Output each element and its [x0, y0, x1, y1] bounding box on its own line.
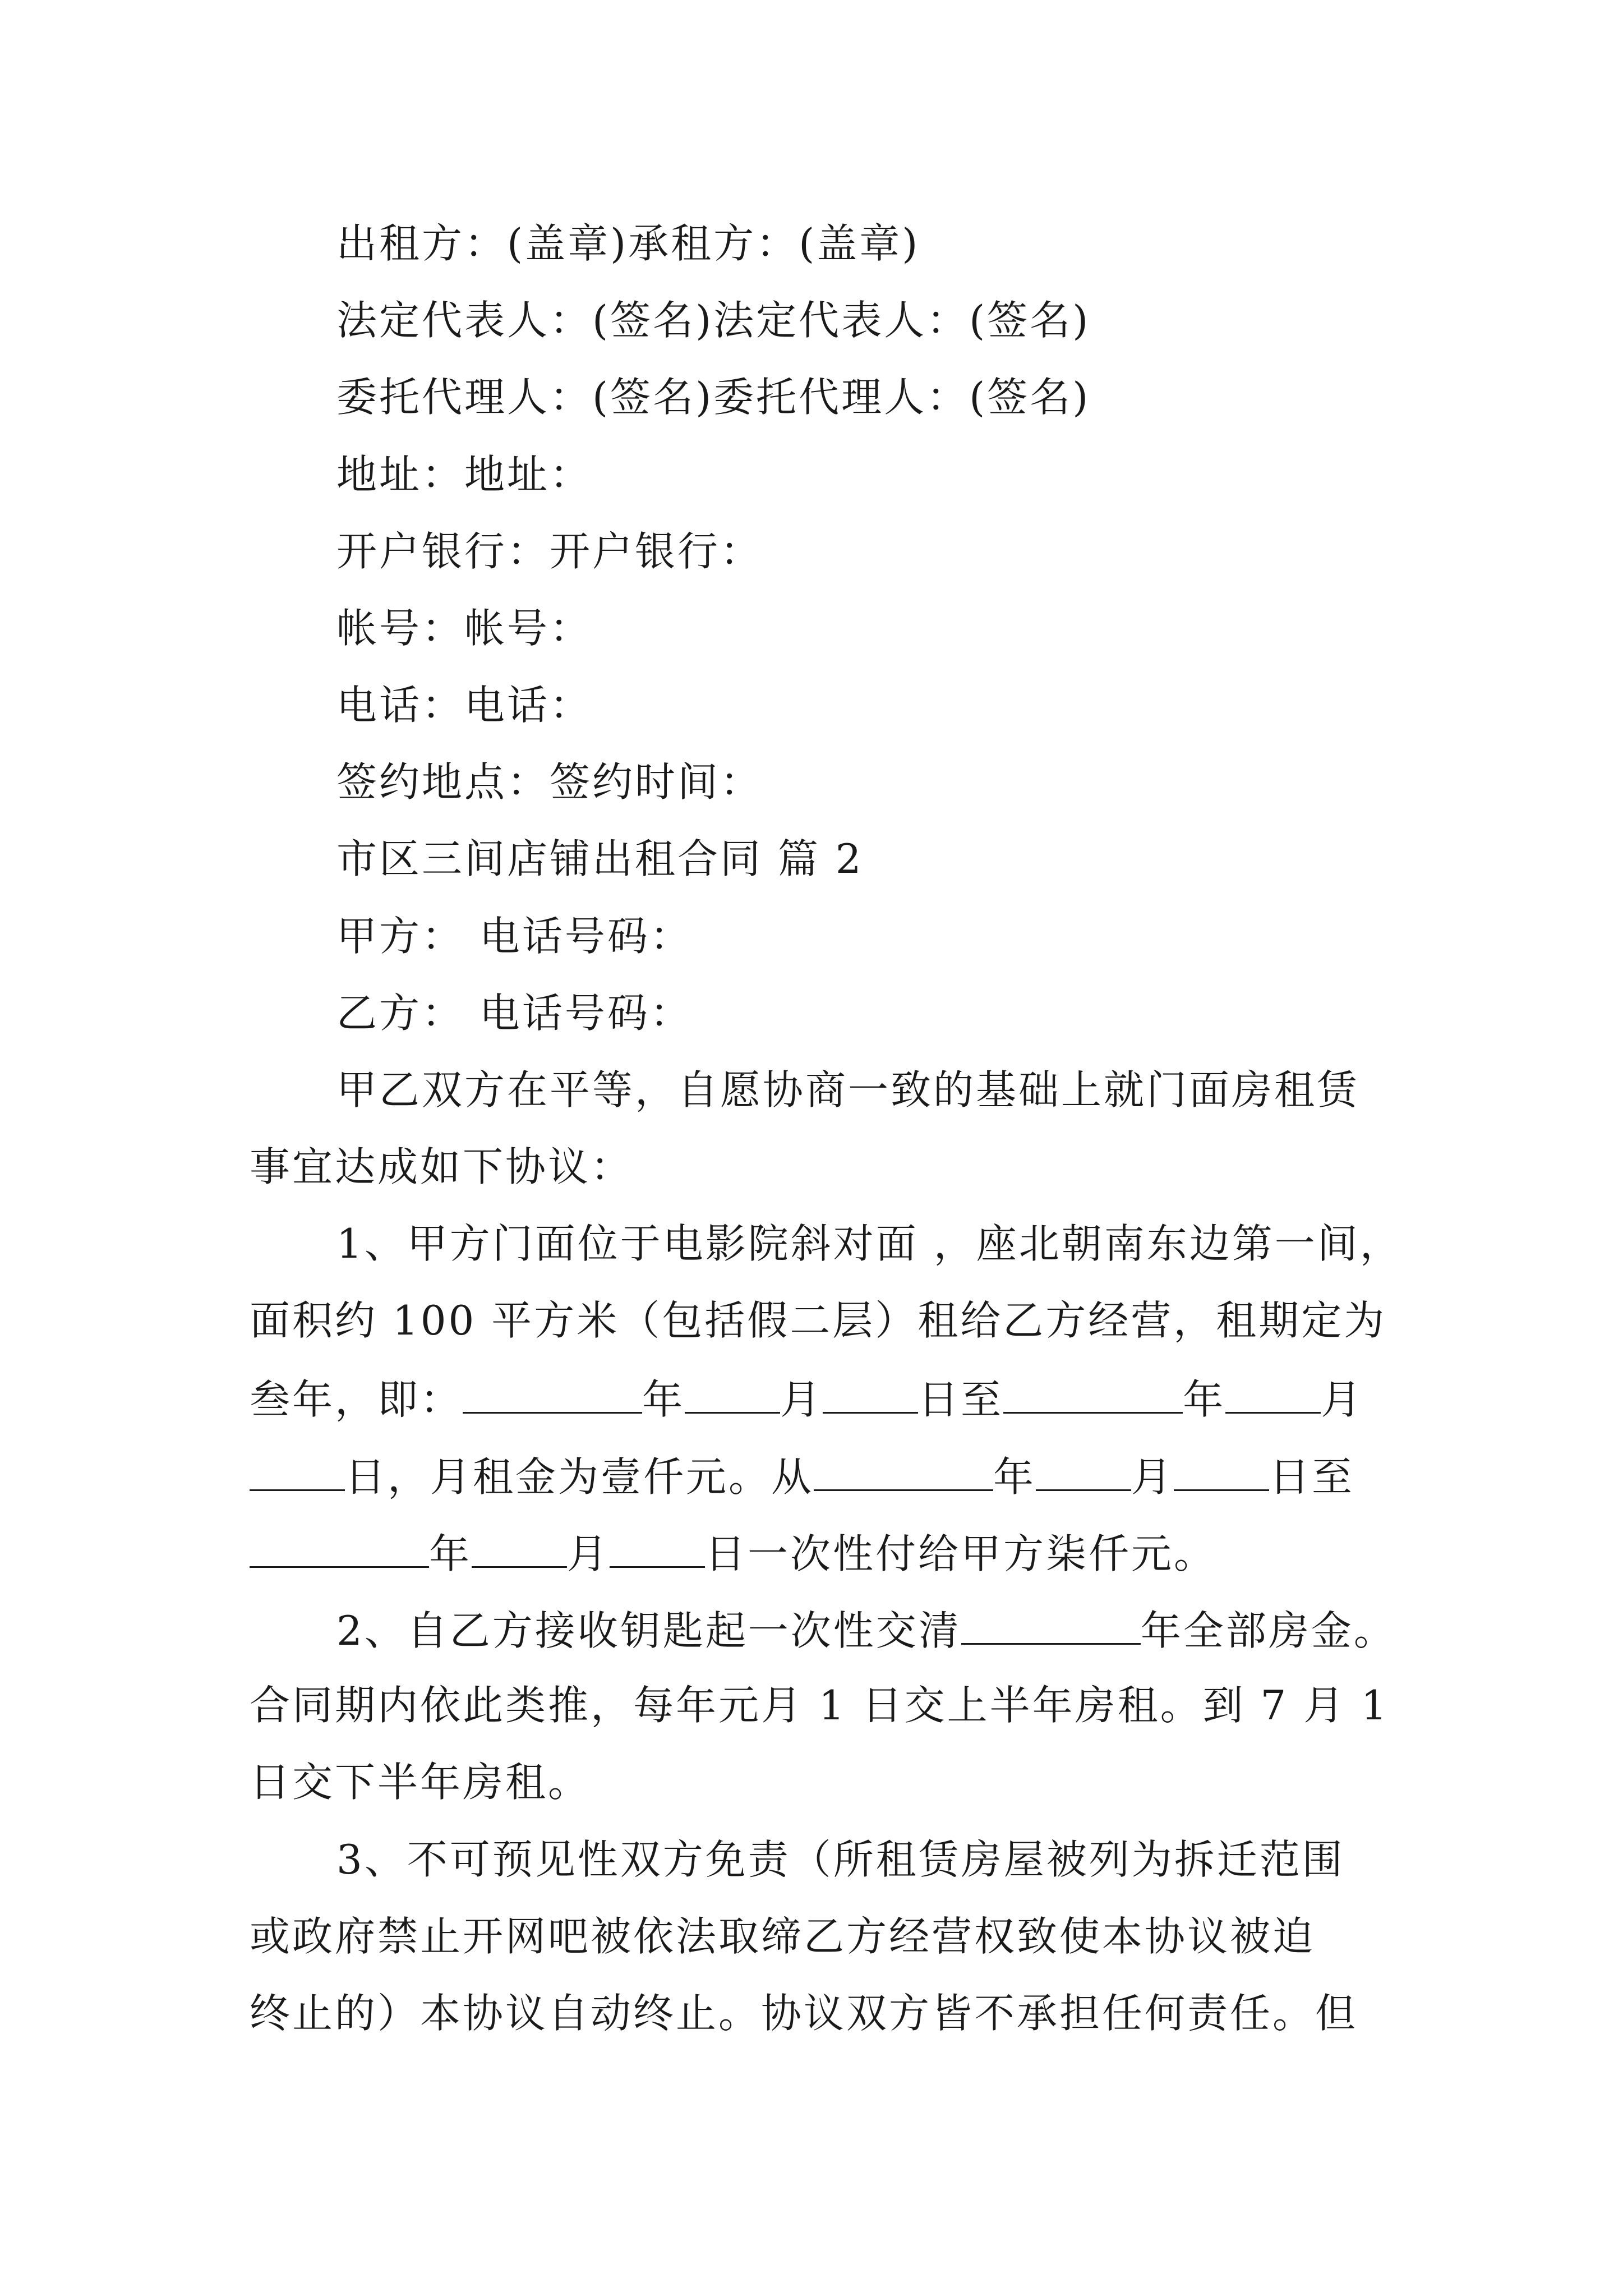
- blank-pay-start-month[interactable]: [1036, 1455, 1131, 1491]
- blank-pay-end-month[interactable]: [472, 1531, 567, 1568]
- clause2-line-1: [336, 1607, 1396, 1654]
- signature-line-seal: 出租方：(盖章)承租方：(盖章): [336, 220, 920, 267]
- clause2-line-2: 合同期内依此类推，每年元月 1 日交上半年房租。到 7 月 1: [250, 1682, 1389, 1729]
- blank-start-year[interactable]: [463, 1377, 642, 1414]
- month-label: 月: [567, 1530, 610, 1577]
- year-label: 年: [993, 1453, 1036, 1501]
- blank-pay-start-day[interactable]: [1174, 1455, 1269, 1491]
- blank-start-day[interactable]: [823, 1377, 918, 1414]
- clause1-line-5: [250, 1530, 1217, 1577]
- intro-line-1: 甲乙双方在平等，自愿协商一致的基础上就门面房租赁: [336, 1066, 1360, 1114]
- day-to-label: 日至: [918, 1376, 1004, 1423]
- year-label: 年: [1183, 1376, 1226, 1423]
- signature-line-place-time: 签约地点：签约时间：: [336, 758, 763, 806]
- signature-line-account: 帐号：帐号：: [336, 605, 593, 652]
- signature-line-phone: 电话：电话：: [336, 682, 593, 729]
- intro-line-2: 事宜达成如下协议：: [250, 1143, 634, 1190]
- clause3-line-3: 终止的）本协议自动终止。协议双方皆不承担任何责任。但: [250, 1990, 1358, 2037]
- blank-pay-start-year[interactable]: [814, 1455, 993, 1491]
- blank-years-rent[interactable]: [961, 1608, 1141, 1645]
- clause1-line-3: [250, 1376, 1364, 1423]
- month-label: 月: [780, 1376, 823, 1423]
- clause1-line-4: [250, 1453, 1355, 1501]
- blank-pay-end-day[interactable]: [610, 1531, 705, 1568]
- clause3-line-2: 或政府禁止开网吧被依法取缔乙方经营权致使本协议被迫: [250, 1913, 1316, 1960]
- year-label: 年: [429, 1530, 472, 1577]
- signature-line-agent: 委托代理人：(签名)委托代理人：(签名): [336, 374, 1091, 421]
- blank-pay-end-year[interactable]: [250, 1531, 429, 1568]
- blank-start-month[interactable]: [685, 1377, 780, 1414]
- party-b-line: 乙方： 电话号码：: [336, 990, 693, 1037]
- party-a-line: 甲方： 电话号码：: [336, 913, 693, 960]
- clause3-line-1: 3、不可预见性双方免责（所租赁房屋被列为拆迁范围: [336, 1836, 1345, 1883]
- clause1-line-1: 1、甲方门面位于电影院斜对面 ，座北朝南东边第一间，: [336, 1220, 1403, 1267]
- clause2-suffix: 年全部房金。: [1140, 1607, 1396, 1654]
- signature-line-address: 地址：地址：: [336, 451, 593, 498]
- clause2-prefix: 2、自乙方接收钥匙起一次性交清: [336, 1607, 961, 1654]
- clause2-line-3: 日交下半年房租。: [250, 1759, 591, 1806]
- rent-text: 日，月租金为壹仟元。从: [345, 1453, 814, 1501]
- month-label: 月: [1131, 1453, 1174, 1501]
- signature-line-legal-rep: 法定代表人：(签名)法定代表人：(签名): [336, 297, 1091, 344]
- term-prefix: 叁年，即：: [250, 1376, 463, 1423]
- blank-end-year[interactable]: [1003, 1377, 1183, 1414]
- section-title: 市区三间店铺出租合同 篇 2: [336, 835, 864, 882]
- signature-line-bank: 开户银行：开户银行：: [336, 528, 763, 575]
- year-label: 年: [642, 1376, 685, 1423]
- day-to-label: 日至: [1269, 1453, 1355, 1501]
- blank-end-day[interactable]: [250, 1455, 345, 1491]
- clause1-line-2: 面积约 100 平方米（包括假二层）租给乙方经营，租期定为: [250, 1297, 1387, 1344]
- blank-end-month[interactable]: [1225, 1377, 1321, 1414]
- payment-text: 日一次性付给甲方柒仟元。: [705, 1530, 1217, 1577]
- month-label: 月: [1321, 1376, 1364, 1423]
